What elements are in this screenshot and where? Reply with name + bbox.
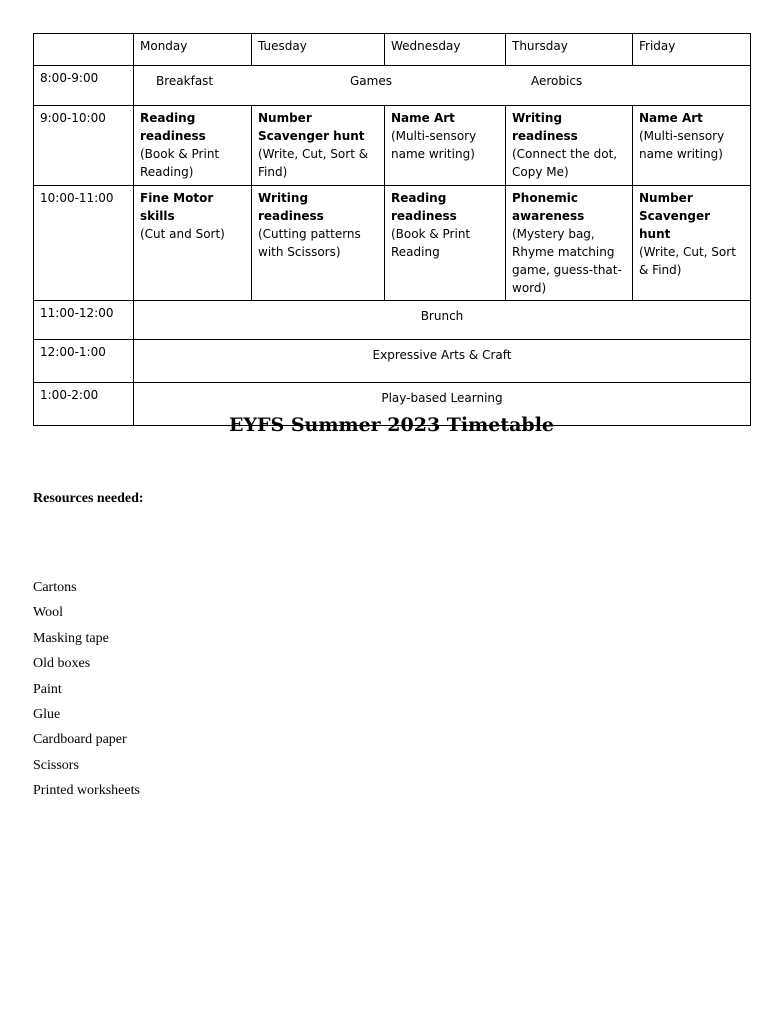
list-item: Cartons [33, 580, 77, 595]
time-cell: 8:00-9:00 [34, 66, 134, 106]
activity-note: (Mystery bag, Rhyme matching game, guess-that-word) [512, 227, 622, 295]
list-item: Scissors [33, 757, 79, 773]
play-learning-cell: Play-based Learning [134, 383, 751, 426]
morning-activities-cell [134, 66, 751, 106]
activity-title: Reading readiness [391, 191, 457, 223]
games-label: Games [350, 74, 392, 88]
list-item: Paint [33, 681, 62, 697]
day-header-friday: Friday [633, 34, 751, 66]
time-cell: 1:00-2:00 [34, 383, 134, 426]
list-item: Glue [33, 707, 61, 723]
resources-heading: Resources needed: [33, 491, 144, 506]
list-item: Wool [33, 605, 63, 621]
activity-cell-tuesday [252, 186, 385, 301]
activity-cell-monday [134, 106, 252, 186]
activity-note: (Cut and Sort) [140, 227, 225, 241]
activity-cell-monday [134, 186, 252, 301]
activity-note: (Book & Print Reading [391, 227, 471, 259]
time-cell: 12:00-1:00 [34, 340, 134, 383]
activity-cell-thursday [506, 106, 633, 186]
row-1100 [34, 301, 751, 340]
activity-title: Number Scavenger hunt [639, 191, 711, 241]
activity-note: (Write, Cut, Sort & Find) [258, 147, 369, 179]
row-0800 [34, 66, 751, 106]
activity-note: (Write, Cut, Sort & Find) [639, 245, 736, 277]
activity-cell-thursday [506, 186, 633, 301]
breakfast-label: Breakfast [156, 74, 214, 88]
day-header-tuesday: Tuesday [252, 34, 385, 66]
activity-title: Phonemic awareness [512, 191, 585, 223]
activity-title: Writing readiness [258, 191, 324, 223]
activity-cell-wednesday [385, 186, 506, 301]
day-header-monday: Monday [134, 34, 252, 66]
timetable [33, 33, 751, 426]
activity-note: (Connect the dot, Copy Me) [512, 147, 618, 179]
activity-title: Reading readiness [140, 111, 206, 143]
aerobics-label: Aerobics [531, 74, 583, 88]
activity-note: (Multi-sensory name writing) [391, 129, 477, 161]
activity-cell-wednesday [385, 106, 506, 186]
list-item: Masking tape [33, 630, 109, 646]
activity-note: (Book & Print Reading) [140, 147, 220, 179]
activity-title: Name Art [391, 111, 455, 125]
day-header-wednesday: Wednesday [385, 34, 506, 66]
activity-title: Writing readiness [512, 111, 578, 143]
activity-note: (Cutting patterns with Scissors) [258, 227, 361, 259]
header-row [34, 34, 751, 66]
list-item: Old boxes [33, 656, 91, 672]
corner-cell [34, 34, 134, 66]
activity-cell-tuesday [252, 106, 385, 186]
time-cell: 11:00-12:00 [34, 301, 134, 340]
activity-cell-friday [633, 106, 751, 186]
row-0900 [34, 106, 751, 186]
list-item: Cardboard paper [33, 732, 127, 748]
brunch-cell: Brunch [134, 301, 751, 340]
time-cell: 10:00-11:00 [34, 186, 134, 301]
row-1000 [34, 186, 751, 301]
activity-title: Name Art [639, 111, 703, 125]
arts-craft-cell: Expressive Arts & Craft [134, 340, 751, 383]
activity-title: Number Scavenger hunt [258, 111, 365, 143]
activity-title: Fine Motor skills [140, 191, 214, 223]
activity-cell-friday [633, 186, 751, 301]
time-cell: 9:00-10:00 [34, 106, 134, 186]
document-title: EYFS Summer 2023 Timetable [228, 414, 555, 436]
row-1200 [34, 340, 751, 383]
day-header-thursday: Thursday [506, 34, 633, 66]
resource-list [33, 575, 140, 804]
activity-note: (Multi-sensory name writing) [639, 129, 725, 161]
list-item: Printed worksheets [33, 783, 140, 799]
